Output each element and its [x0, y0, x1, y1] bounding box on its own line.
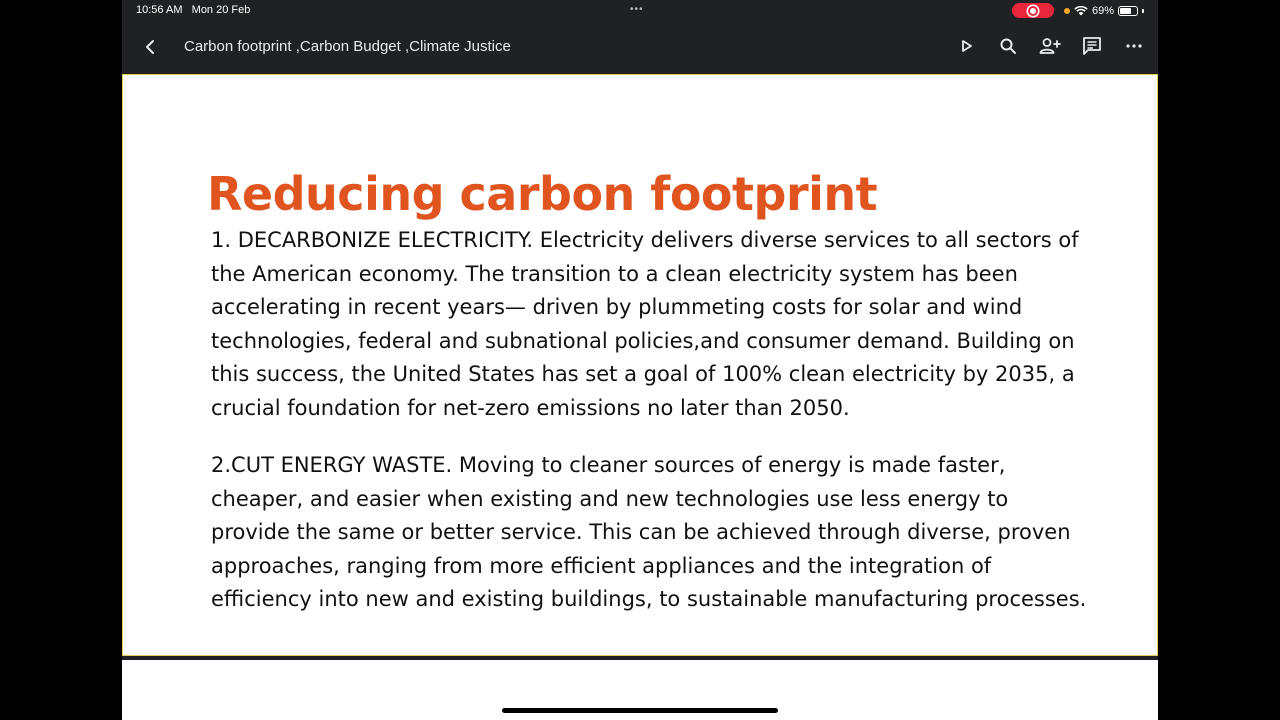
slide-title: Reducing carbon footprint — [207, 167, 878, 221]
battery-cap — [1142, 9, 1144, 13]
slide-paragraph-1: 1. DECARBONIZE ELECTRICITY. Electricity delivers diverse services to all sectors of the American economy. The transition to a clean electricity system has been accelerating in recent years— driven by plummeting costs for solar and wind technologies, federal and subnational policies,and consumer demand. Building on this success, the United States has set a goal of 100% clean electricity by 2035, a crucial foundation for net-zero emissions no later than 2050. — [211, 228, 1079, 420]
mic-in-use-icon — [1064, 8, 1070, 14]
wifi-icon — [1074, 6, 1088, 16]
toolbar — [122, 22, 1158, 72]
search-icon — [999, 37, 1017, 55]
current-slide[interactable] — [122, 74, 1158, 656]
status-clock: 10:56 AM — [136, 4, 183, 16]
status-time — [136, 4, 250, 16]
status-indicators — [1012, 3, 1144, 18]
toolbar-actions — [954, 34, 1146, 58]
slide-paragraph-2: 2.CUT ENERGY WASTE. Moving to cleaner sources of energy is made faster, cheaper, and easier when existing and new technologies use less energy to provide the same or better service. This can be achieved through diverse, proven approaches, ranging from more efficient appliances and the integration of efficiency into new and existing buildings, to sustainable manufacturing processes. — [211, 453, 1087, 611]
back-icon — [144, 39, 156, 55]
app-screen — [122, 0, 1158, 720]
battery-icon — [1118, 6, 1138, 16]
present-button[interactable] — [954, 34, 978, 58]
search-button[interactable] — [996, 34, 1020, 58]
battery-percent: 69% — [1091, 4, 1114, 17]
share-button[interactable] — [1038, 34, 1062, 58]
home-indicator[interactable] — [502, 708, 778, 713]
multitasking-dots[interactable]: ••• — [630, 4, 644, 15]
status-bar — [122, 0, 1158, 22]
more-icon — [1126, 44, 1142, 48]
add-person-icon — [1039, 37, 1061, 55]
more-options-button[interactable] — [1122, 34, 1146, 58]
slide-body — [211, 224, 1091, 617]
battery-fill — [1120, 8, 1131, 14]
present-icon — [959, 39, 973, 53]
document-title: Carbon footprint ,Carbon Budget ,Climate Justice — [184, 38, 511, 55]
comment-icon — [1082, 36, 1102, 56]
record-icon — [1028, 6, 1038, 16]
status-date: Mon 20 Feb — [191, 4, 251, 16]
screen-recording-indicator[interactable] — [1012, 3, 1054, 18]
back-button[interactable] — [138, 35, 162, 59]
comments-button[interactable] — [1080, 34, 1104, 58]
